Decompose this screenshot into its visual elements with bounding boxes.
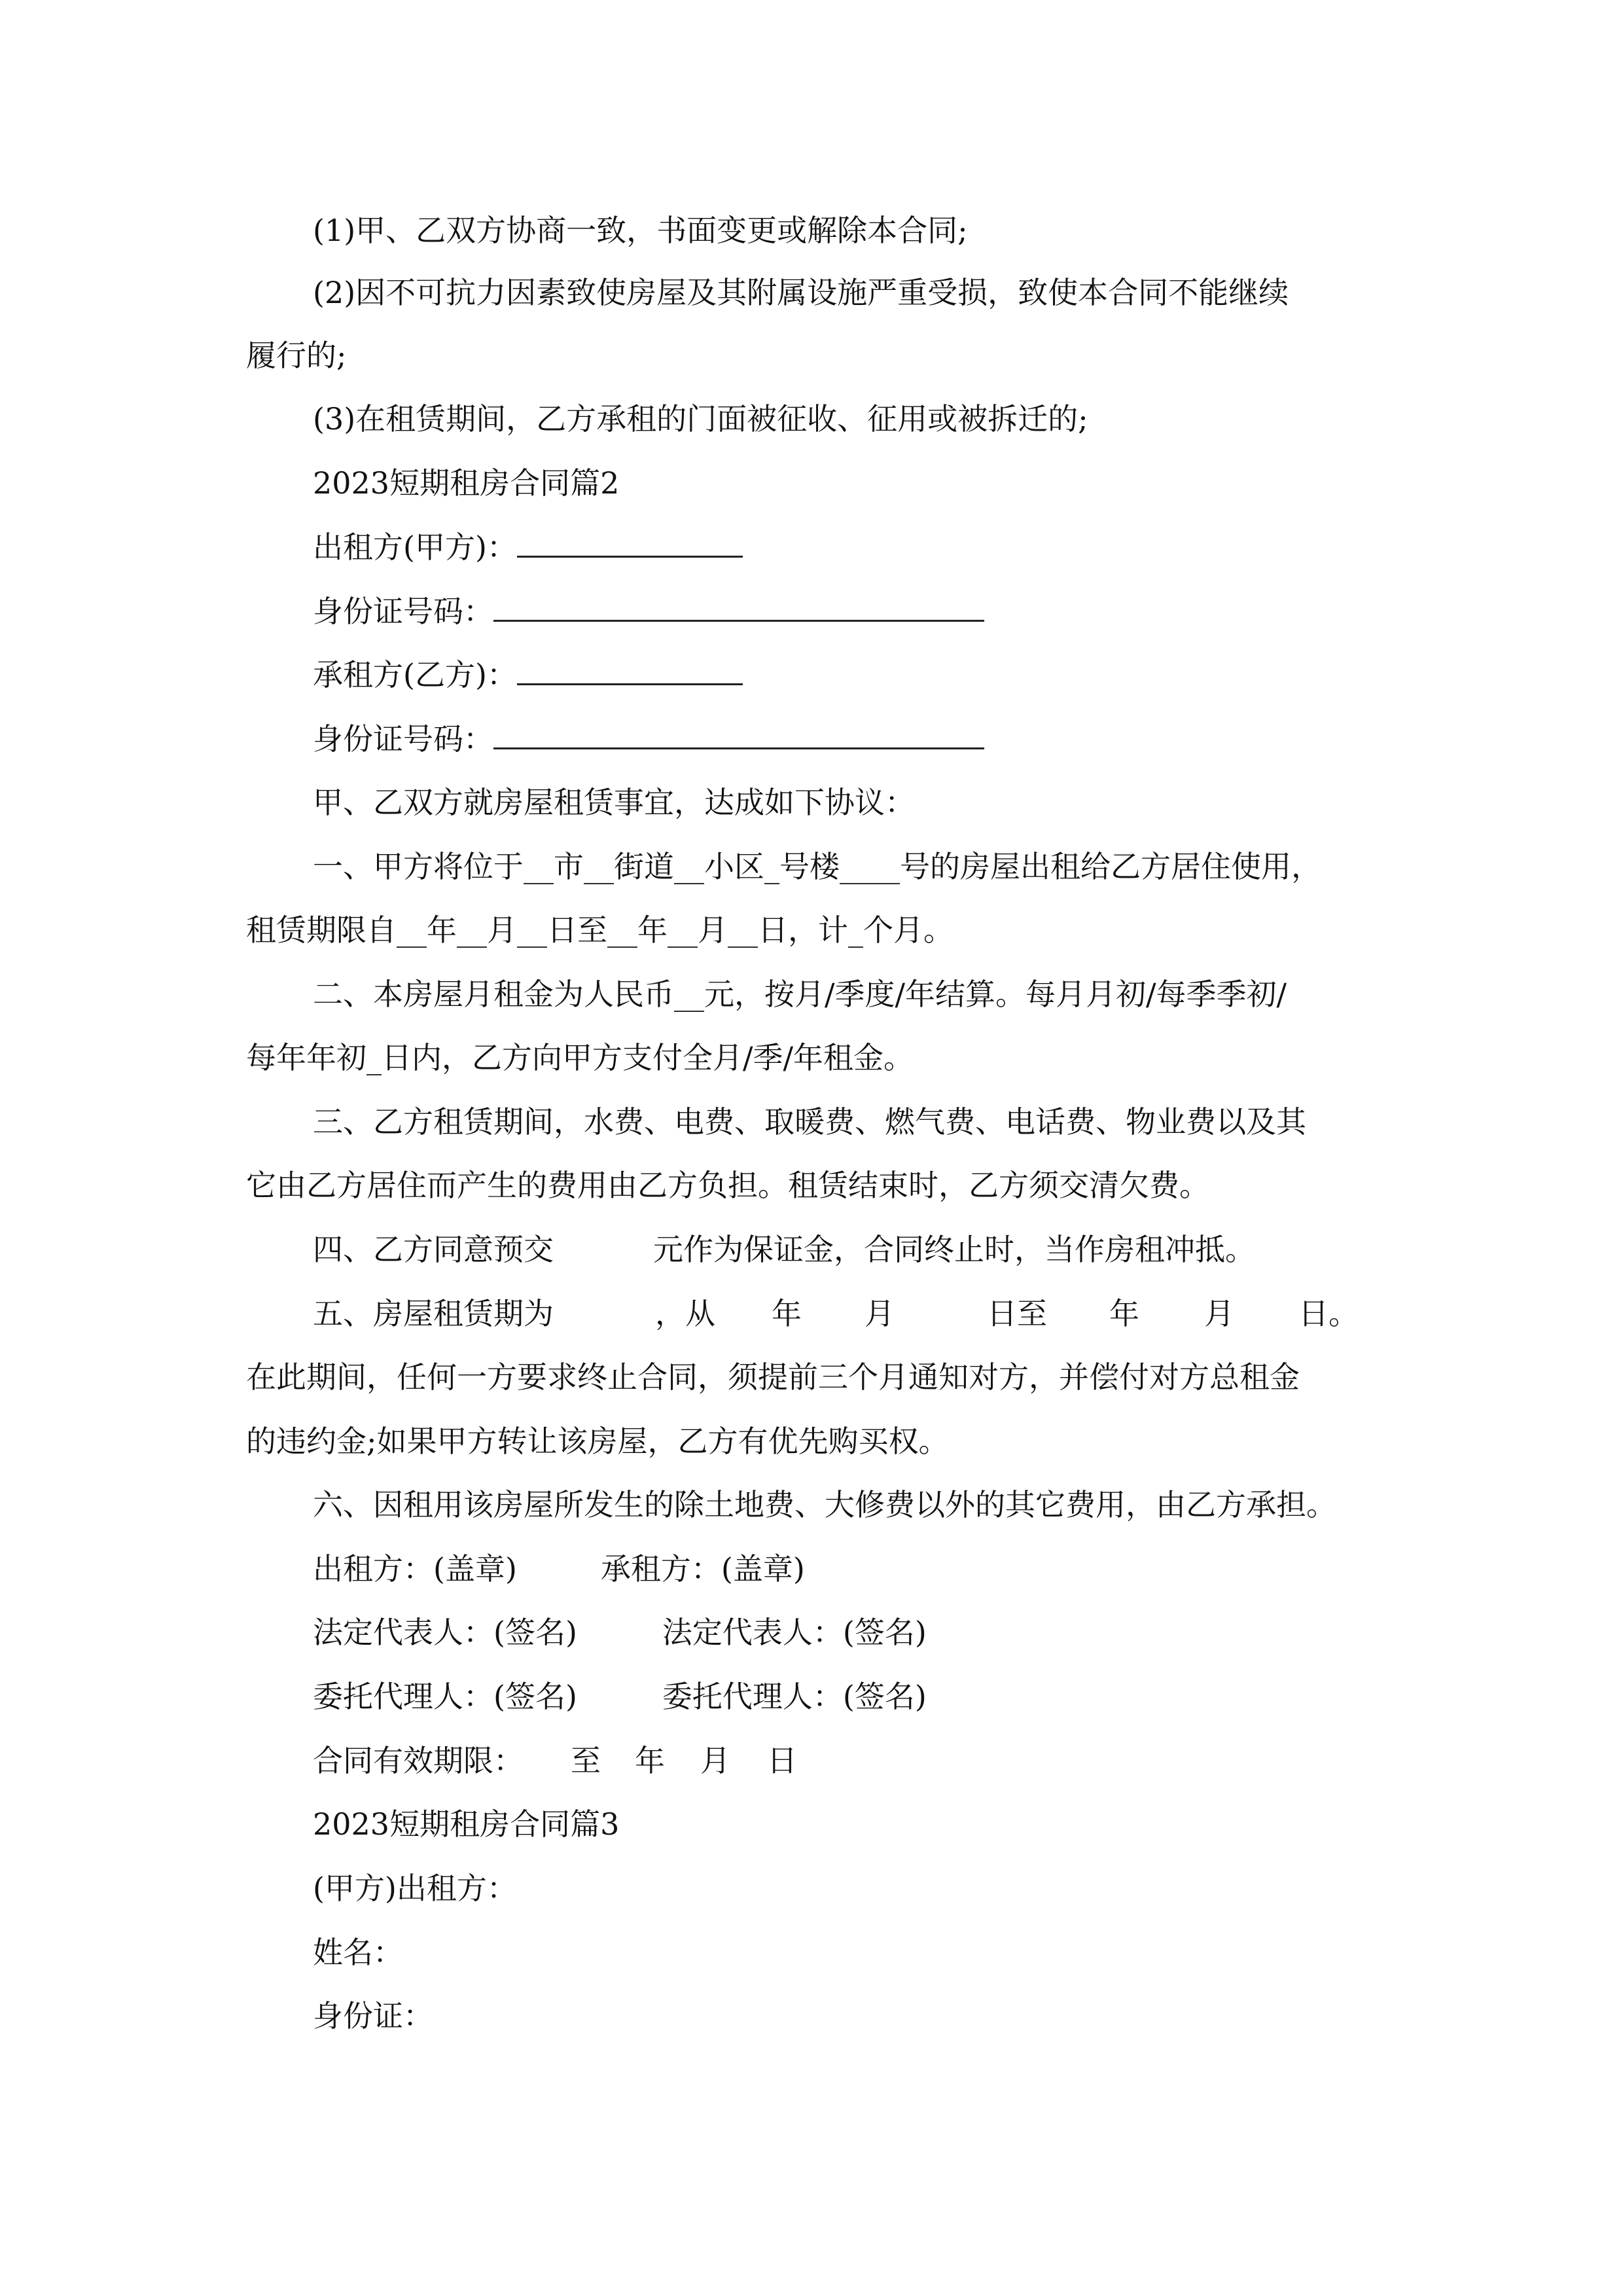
section-title-2: 2023短期租房合同篇2 [313, 465, 620, 501]
lessee-id-line [313, 719, 984, 759]
lessee-id-blank [493, 719, 984, 749]
clause-3: (3)在租赁期间，乙方承租的门面被征收、征用或被拆迁的; [313, 401, 1088, 437]
article-5-day-2: 日。 [1298, 1296, 1359, 1331]
article-5 [313, 1294, 1359, 1333]
article-3: 三、乙方租赁期间，水费、电费、取暖费、燃气费、电话费、物业费以及其 [313, 1104, 1306, 1139]
validity-line [313, 1741, 797, 1780]
lessor-a-label: (甲方)出租方： [313, 1871, 517, 1906]
lessor-legal-rep: 法定代表人：(签名) [313, 1615, 577, 1650]
article-6: 六、因租用该房屋所发生的除土地费、大修费以外的其它费用，由乙方承担。 [313, 1487, 1336, 1522]
lessor-label: 出租方(甲方)： [313, 529, 517, 565]
id-label: 身份证： [313, 1998, 433, 2034]
article-5-month-2: 月 [1204, 1296, 1234, 1331]
lessee-label: 承租方(乙方)： [313, 657, 517, 692]
article-1-cont: 租赁期限自__年__月__日至__年__月__日，计_个月。 [246, 912, 954, 948]
lessor-seal: 出租方：(盖章) [313, 1551, 517, 1587]
validity-day: 日 [767, 1743, 797, 1778]
validity-year: 年 [635, 1743, 665, 1778]
lessor-id-blank [493, 591, 984, 622]
lessor-agent: 委托代理人：(签名) [313, 1679, 577, 1714]
validity-label: 合同有效期限： [313, 1743, 524, 1778]
article-5-month-1: 月 [865, 1296, 895, 1331]
article-5-day-to: 日至 [987, 1296, 1047, 1331]
lessee-seal: 承租方：(盖章) [600, 1551, 805, 1587]
lessor-id-label: 身份证号码： [313, 594, 493, 629]
article-2-cont: 每年年初_日内，乙方向甲方支付全月/季/年租金。 [246, 1040, 914, 1075]
lessor-line [313, 527, 743, 567]
article-4-part-1: 四、乙方同意预交 [313, 1232, 554, 1267]
lessee-blank [517, 655, 743, 685]
article-4 [313, 1230, 1255, 1269]
article-5-cont: 在此期间，任何一方要求终止合同，须提前三个月通知对方，并偿付对方总租金 [246, 1359, 1300, 1395]
article-1: 一、甲方将位于__市__街道__小区_号楼____号的房屋出租给乙方居住使用， [313, 849, 1321, 884]
clause-1: (1)甲、乙双方协商一致，书面变更或解除本合同; [313, 213, 968, 248]
section-title-3: 2023短期租房合同篇3 [313, 1806, 620, 1842]
article-2: 二、本房屋月租金为人民币__元，按月/季度/年结算。每月月初/每季季初/ [313, 977, 1287, 1012]
article-5-part-1: 五、房屋租赁期为 [313, 1296, 554, 1331]
clause-2-cont: 履行的; [246, 338, 347, 373]
article-5-year-2: 年 [1109, 1296, 1139, 1331]
name-label: 姓名： [313, 1935, 403, 1970]
agreement-intro: 甲、乙双方就房屋租赁事宜，达成如下协议： [313, 785, 915, 820]
agent-line [313, 1677, 927, 1716]
lessee-legal-rep: 法定代表人：(签名) [662, 1615, 927, 1650]
article-3-cont: 它由乙方居住而产生的费用由乙方负担。租赁结束时，乙方须交清欠费。 [246, 1168, 1209, 1203]
lessor-blank [517, 527, 743, 558]
lessee-agent: 委托代理人：(签名) [662, 1679, 927, 1714]
article-5-from: ，从 [655, 1296, 715, 1331]
article-4-part-2: 元作为保证金，合同终止时，当作房租冲抵。 [653, 1232, 1255, 1267]
lessee-line [313, 655, 743, 694]
validity-month: 月 [700, 1743, 730, 1778]
seal-line [313, 1549, 805, 1588]
clause-2: (2)因不可抗力因素致使房屋及其附属设施严重受损，致使本合同不能继续 [313, 275, 1289, 310]
article-5-cont-2: 的违约金;如果甲方转让该房屋，乙方有优先购买权。 [246, 1424, 949, 1459]
lessor-id-line [313, 591, 984, 631]
legal-rep-line [313, 1613, 927, 1652]
validity-to: 至 [571, 1743, 601, 1778]
article-5-year-1: 年 [772, 1296, 802, 1331]
lessee-id-label: 身份证号码： [313, 721, 493, 757]
